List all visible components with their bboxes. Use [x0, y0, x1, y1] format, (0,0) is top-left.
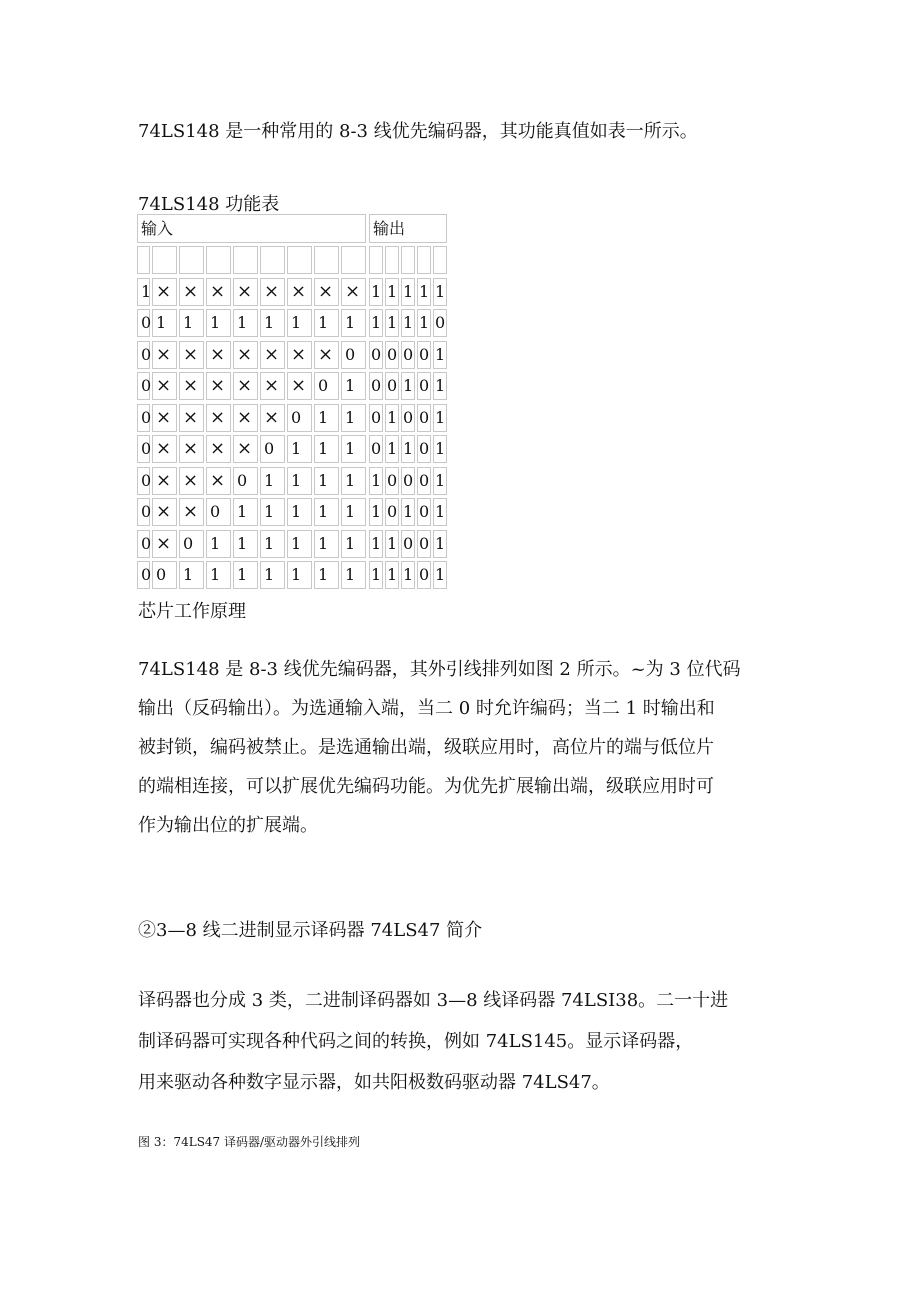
table-header-input: 输入 — [137, 214, 366, 243]
table-cell: 1 — [385, 404, 399, 432]
table-cell: 0 — [233, 467, 258, 495]
table-cell: × — [233, 435, 258, 463]
table-cell: 1 — [401, 498, 415, 526]
table-cell: 1 — [152, 309, 177, 337]
table-cell: × — [287, 372, 312, 400]
table-cell: 1 — [233, 530, 258, 558]
body2-line: 用来驱动各种数字显示器，如共阳极数码驱动器 74LS47。 — [138, 1072, 610, 1093]
table-cell: 0 — [385, 498, 399, 526]
table-blank-cell — [179, 246, 204, 274]
table-cell: × — [206, 278, 231, 306]
table-cell: 1 — [433, 467, 447, 495]
body1-line: 作为输出位的扩展端。 — [138, 815, 318, 836]
table-cell: 0 — [369, 404, 383, 432]
table-cell: × — [260, 278, 285, 306]
table-cell: 0 — [369, 435, 383, 463]
table-cell: × — [152, 435, 177, 463]
table-cell: 1 — [287, 435, 312, 463]
body-paragraph-2 — [138, 980, 728, 1103]
table-cell: 1 — [369, 561, 383, 589]
table-cell: 0 — [137, 341, 150, 369]
table-cell: 1 — [206, 309, 231, 337]
table-cell: × — [179, 498, 204, 526]
table-cell: 0 — [137, 309, 150, 337]
table-cell: 0 — [417, 530, 431, 558]
table-cell: 1 — [260, 498, 285, 526]
table-cell: 1 — [341, 309, 366, 337]
table-cell: 0 — [401, 530, 415, 558]
table-cell: × — [179, 404, 204, 432]
table-cell: × — [206, 341, 231, 369]
body1-line: 被封锁，编码被禁止。是选通输出端，级联应用时，高位片的端与低位片 — [138, 737, 714, 758]
table-cell: 0 — [385, 341, 399, 369]
table-cell: × — [152, 404, 177, 432]
table-blank-cell — [233, 246, 258, 274]
table-cell: 1 — [341, 404, 366, 432]
table-cell: 1 — [287, 561, 312, 589]
table-cell: 1 — [433, 530, 447, 558]
table-cell: 1 — [433, 372, 447, 400]
table-cell: 0 — [179, 530, 204, 558]
table-blank-cell — [152, 246, 177, 274]
table-cell: × — [152, 372, 177, 400]
table-cell: 1 — [401, 372, 415, 400]
table-cell: 0 — [417, 404, 431, 432]
table-cell: 1 — [260, 309, 285, 337]
table-cell: 1 — [433, 561, 447, 589]
table-cell: × — [206, 404, 231, 432]
table-cell: 0 — [206, 498, 231, 526]
table-cell: 1 — [401, 278, 415, 306]
table-cell: × — [179, 435, 204, 463]
table-cell: 1 — [369, 278, 383, 306]
section-title: ②3—8 线二进制显示译码器 74LS47 简介 — [138, 920, 483, 941]
table-cell: 0 — [385, 467, 399, 495]
table-cell: 1 — [433, 404, 447, 432]
table-cell: 0 — [401, 404, 415, 432]
table-cell: 1 — [137, 278, 150, 306]
table-cell: × — [260, 341, 285, 369]
intro-paragraph: 74LS148 是一种常用的 8-3 线优先编码器，其功能真值如表一所示。 — [138, 121, 698, 142]
table-cell: 0 — [137, 467, 150, 495]
table-cell: 1 — [314, 561, 339, 589]
body2-line: 译码器也分成 3 类，二进制译码器如 3—8 线译码器 74LSI38。二一十进 — [138, 990, 729, 1011]
table-cell: 0 — [287, 404, 312, 432]
table-cell: 1 — [341, 498, 366, 526]
table-cell: 0 — [137, 561, 150, 589]
table-blank-cell — [137, 246, 150, 274]
table-cell: 1 — [260, 561, 285, 589]
table-cell: 1 — [233, 561, 258, 589]
table-cell: 1 — [433, 498, 447, 526]
table-cell: 1 — [287, 309, 312, 337]
table-cell: 1 — [314, 309, 339, 337]
table-cell: 0 — [137, 404, 150, 432]
table-cell: 0 — [369, 372, 383, 400]
table-cell: 0 — [401, 467, 415, 495]
table-cell: 1 — [385, 561, 399, 589]
table-cell: 1 — [401, 561, 415, 589]
table-cell: 1 — [260, 467, 285, 495]
table-blank-cell — [369, 246, 383, 274]
table-cell: 0 — [385, 372, 399, 400]
table-cell: 0 — [417, 341, 431, 369]
table-cell: 1 — [433, 341, 447, 369]
table-cell: × — [287, 341, 312, 369]
table-blank-cell — [401, 246, 415, 274]
table-cell: 1 — [385, 530, 399, 558]
body-paragraph-1 — [138, 650, 741, 845]
table-cell: 1 — [369, 309, 383, 337]
table-cell: × — [314, 341, 339, 369]
table-cell: × — [206, 467, 231, 495]
table-cell: 0 — [137, 498, 150, 526]
table-cell: × — [206, 435, 231, 463]
table-cell: 1 — [287, 530, 312, 558]
table-cell: × — [206, 372, 231, 400]
table-cell: × — [152, 498, 177, 526]
table-cell: × — [152, 278, 177, 306]
table-cell: 1 — [369, 467, 383, 495]
table-cell: × — [152, 467, 177, 495]
table-cell: 1 — [314, 530, 339, 558]
table-cell: × — [287, 278, 312, 306]
table-cell: 0 — [314, 372, 339, 400]
table-cell: 1 — [233, 309, 258, 337]
table-cell: 0 — [433, 309, 447, 337]
table-blank-cell — [314, 246, 339, 274]
table-blank-cell — [433, 246, 447, 274]
table-cell: 1 — [314, 435, 339, 463]
table-cell: × — [314, 278, 339, 306]
table-header-output: 输出 — [369, 214, 447, 243]
table-cell: 1 — [369, 498, 383, 526]
truth-table — [135, 212, 446, 587]
table-cell: 0 — [417, 372, 431, 400]
figure-caption: 图 3：74LS47 译码器/驱动器外引线排列 — [138, 1135, 361, 1149]
table-blank-cell — [206, 246, 231, 274]
table-cell: 1 — [314, 404, 339, 432]
table-cell: 1 — [417, 309, 431, 337]
table-cell: 1 — [341, 435, 366, 463]
table-cell: 1 — [341, 467, 366, 495]
table-cell: 1 — [385, 435, 399, 463]
table-cell: 1 — [385, 309, 399, 337]
table-cell: 1 — [206, 530, 231, 558]
table-cell: 0 — [417, 561, 431, 589]
table-cell: 0 — [260, 435, 285, 463]
table-cell: 1 — [314, 467, 339, 495]
table-cell: × — [260, 372, 285, 400]
table-cell: 1 — [341, 372, 366, 400]
table-cell: × — [179, 341, 204, 369]
body2-line: 制译码器可实现各种代码之间的转换，例如 74LS145。显示译码器， — [138, 1031, 694, 1052]
table-cell: 1 — [206, 561, 231, 589]
table-cell: 0 — [137, 372, 150, 400]
table-blank-cell — [287, 246, 312, 274]
table-cell: 0 — [417, 498, 431, 526]
table-cell: 0 — [152, 561, 177, 589]
table-cell: 1 — [417, 278, 431, 306]
table-cell: × — [341, 278, 366, 306]
table-blank-cell — [341, 246, 366, 274]
table-cell: 0 — [401, 341, 415, 369]
table-cell: 1 — [341, 561, 366, 589]
table-cell: × — [152, 341, 177, 369]
table-cell: 1 — [341, 530, 366, 558]
table-cell: 1 — [179, 309, 204, 337]
table-cell: 1 — [369, 530, 383, 558]
section-heading: 芯片工作原理 — [138, 601, 246, 622]
table-cell: 1 — [179, 561, 204, 589]
table-cell: 1 — [401, 435, 415, 463]
table-cell: 0 — [417, 435, 431, 463]
table-cell: 1 — [287, 467, 312, 495]
table-cell: × — [179, 372, 204, 400]
table-cell: × — [233, 372, 258, 400]
table-cell: × — [179, 467, 204, 495]
table-cell: 1 — [287, 498, 312, 526]
table-cell: × — [233, 341, 258, 369]
table-cell: 0 — [137, 530, 150, 558]
body1-line: 的端相连接，可以扩展优先编码功能。为优先扩展输出端，级联应用时可 — [138, 776, 714, 797]
table-blank-cell — [417, 246, 431, 274]
table-cell: 1 — [433, 435, 447, 463]
table-cell: × — [233, 278, 258, 306]
table-cell: × — [179, 278, 204, 306]
table-cell: × — [152, 530, 177, 558]
table-cell: 0 — [369, 341, 383, 369]
table-cell: 1 — [233, 498, 258, 526]
body1-line: 输出（反码输出）。为选通输入端，当二 0 时允许编码；当二 1 时输出和 — [138, 698, 715, 719]
table-caption: 74LS148 功能表 — [138, 194, 280, 215]
table-cell: × — [233, 404, 258, 432]
table-cell: 0 — [137, 435, 150, 463]
table-cell: 1 — [385, 278, 399, 306]
table-cell: × — [260, 404, 285, 432]
table-blank-cell — [385, 246, 399, 274]
table-cell: 0 — [417, 467, 431, 495]
table-cell: 0 — [341, 341, 366, 369]
table-cell: 1 — [433, 278, 447, 306]
table-cell: 1 — [401, 309, 415, 337]
body1-line: 74LS148 是 8-3 线优先编码器，其外引线排列如图 2 所示。~为 3 位代码 — [138, 659, 741, 680]
table-cell: 1 — [314, 498, 339, 526]
table-blank-cell — [260, 246, 285, 274]
table-cell: 1 — [260, 530, 285, 558]
